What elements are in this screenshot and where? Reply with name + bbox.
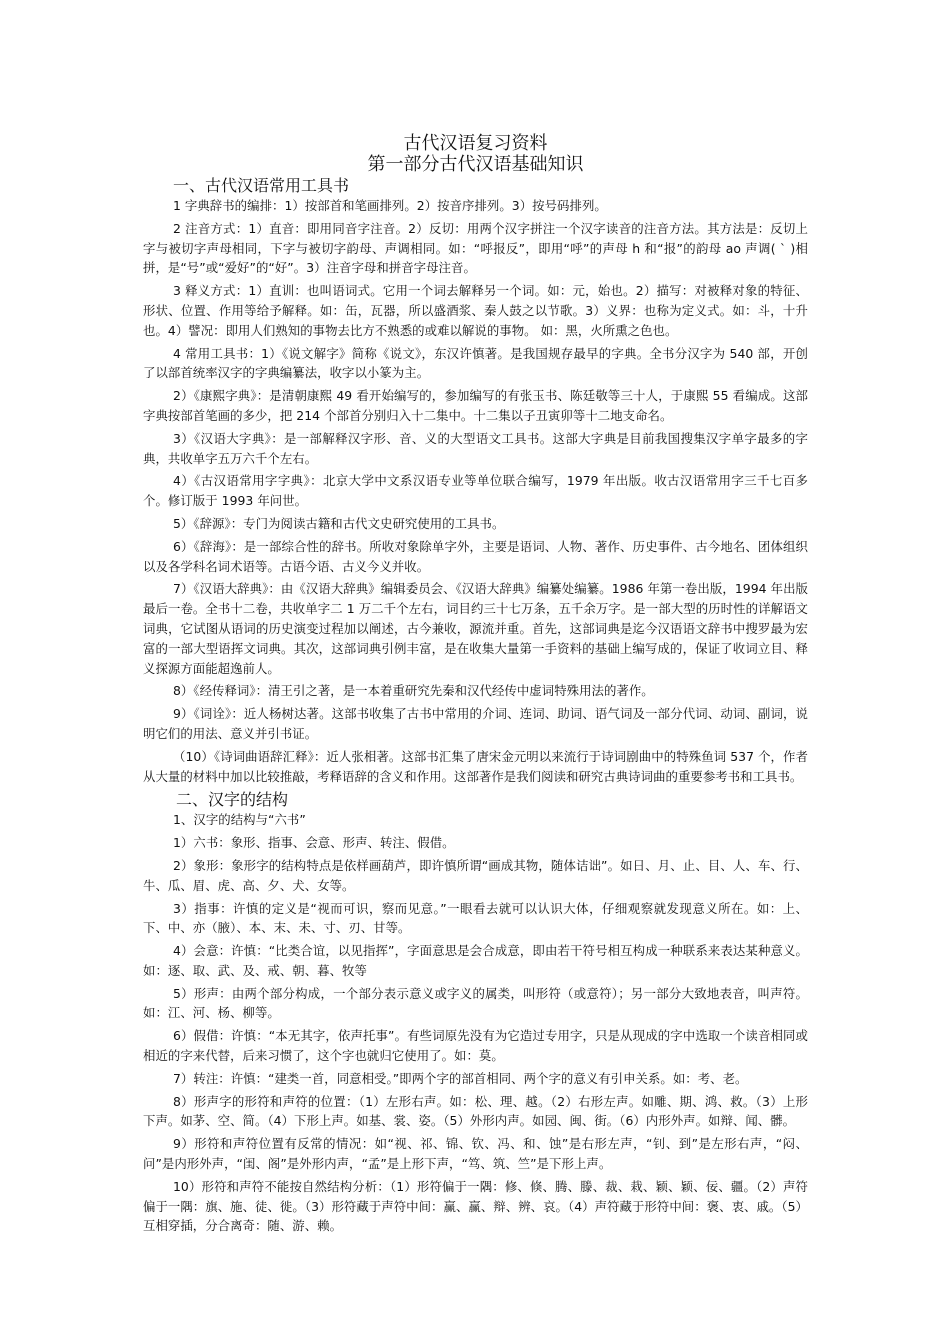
paragraph: 2）《康熙字典》：是清朝康熙 49 看开始编写的，参加编写的有张玉书、陈廷敬等三十人，于康熙 55 看编成。这部字典按部首笔画的多少，把 214 个部首分别归入十二集中。十二集以子丑寅卯等十二地支命名。 (143, 388, 808, 423)
section-heading: 一、古代汉语常用工具书 (173, 176, 350, 195)
paragraph: （10）《诗词曲语辞汇释》：近人张相著。这部书汇集了唐宋金元明以来流行于诗词剧曲中的特殊鱼词 537 个，作者从大量的材料中加以比较推敲，考释语辞的含义和作用。这部著作是我们阅读和研究古典诗词曲的重要参考书和工具书。 (143, 748, 808, 784)
paragraph: 10）形符和声符不能按自然结构分析：（1）形符偏于一隅：修、倏、腾、滕、裁、栽、颖、颖、佞、疆。（2）声符偏于一隅：旗、施、徒、徙。（3）形符藏于声符中间：赢、赢、辩、辨、哀。（4）声符藏于形符中间：褒、衷、戚。（5）互相穿插，分合离奇：随、游、赖。 (143, 1178, 808, 1234)
paragraph: 2 注音方式：1）直音：即用同音字注音。2）反切：用两个汉字拼注一个汉字读音的注音方法。其方法是：反切上字与被切字声母相同，下字与被切字韵母、声调相同。如：“呼报反”，即用“呼”的声母 h 和“报”的韵母 ao 声调( ` )相拼，是“号”或“爱好”的“好”。3）注音字母和拼音字母注音。 (143, 220, 808, 276)
paragraph: 4 常用工具书：1）《说文解字》简称《说文》，东汉许慎著。是我国规存最早的字典。全书分汉字为 540 部，开创了以部首统率汉字的字典编纂法，收字以小篆为主。 (143, 345, 808, 381)
paragraph: 8）《经传释词》：清王引之著，是一本着重研究先秦和汉代经传中虚词特殊用法的著作。 (173, 683, 654, 699)
section-reference-books (143, 175, 808, 786)
paragraph: 7）转注：许慎：“建类一首，同意相受。”即两个字的部首相同、两个字的意义有引申关系。如：考、老。 (173, 1070, 748, 1086)
paragraph: 1 字典辞书的编排：1）按部首和笔画排列。2）按音序排列。3）按号码排列。 (173, 198, 607, 213)
paragraph: 5）《辞源》：专门为阅读古籍和古代文史研究使用的工具书。 (173, 515, 505, 531)
section-heading: 二、汉字的结构 (176, 790, 289, 810)
paragraph: 7）《汉语大辞典》：由《汉语大辞典》编辑委员会、《汉语大辞典》编纂处编纂。1986 年第一卷出版，1994 年出版最后一卷。全书十二卷，共收单字二 1 万二千个左右，词目约三十七万条，五千余万字。是一部大型的历时性的详解语文词典，它试图从语词的历史演变过程加以阐述，古今兼收，源流并重。首先，这部词典是迄今汉语语文辞书中搜罗最为宏富的一部大型语挥文词典。其次，这部词典引例丰富，是在收集大量第一手资料的基础上编写成的，保证了收词立目、释义探源方面能超逸前人。 (143, 581, 808, 676)
paragraph: 3）《汉语大字典》：是一部解释汉字形、音、义的大型语文工具书。这部大字典是目前我国搜集汉字单字最多的字典，共收单字五万六千个左右。 (143, 430, 808, 466)
document-subtitle: 第一部分古代汉语基础知识 (367, 154, 584, 175)
paragraph: 9）《词诠》：近人杨树达著。这部书收集了古书中常用的介词、连词、助词、语气词及一部分代词、动词、副词，说明它们的用法、意义并引书证。 (143, 706, 808, 741)
paragraph: 6）假借：许慎：“本无其字，依声托事”。有些词原先没有为它造过专用字，只是从现成的字中选取一个读音相同或相近的字来代替，后来习惯了，这个字也就归它使用了。如：莫。 (143, 1028, 808, 1064)
paragraph: 4）会意：许慎：“比类合谊，以见指挥”，字面意思是会合成意，即由若干符号相互构成一种联系来表达某种意义。如：逐、取、武、及、戒、朝、暮、牧等 (143, 943, 808, 978)
paragraph: 1）六书：象形、指事、会意、形声、转注、假借。 (173, 835, 455, 851)
document-title: 古代汉语复习资料 (403, 133, 548, 154)
paragraph: 9）形符和声符位置有反常的情况：如“视、祁、锦、钦、冯、和、蚀”是右形左声，“钊、到”是左形右声，“闷、问”是内形外声，“闺、阁”是外形内声，“孟”是上形下声，“笃、筑、竺”是下形上声。 (143, 1136, 808, 1172)
paragraph: 8）形声字的形符和声符的位置：（1）左形右声。如：松、理、越。（2）右形左声。如雕、期、鸿、救。（3）上形下声。如茅、空、简。（4）下形上声。如基、裳、姿。（5）外形内声。如园、闽、街。（6）内形外声。如辩、闻、髒。 (143, 1093, 808, 1129)
paragraph: 6）《辞海》：是一部综合性的辞书。所收对象除单字外，主要是语词、人物、著作、历史事件、古今地名、团体组织以及各学科名词术语等。古语今语、古义今义并收。 (143, 538, 808, 574)
section-character-structure (143, 789, 808, 1236)
paragraph: 3 释义方式：1）直训：也叫语词式。它用一个词去解释另一个词。如：元，始也。2）描写：对被释对象的特征、形状、位置、作用等给予解释。如：缶，瓦器，所以盛酒浆、秦人鼓之以节歌。3）义界：也称为定义式。如：斗，十升也。4）譬况：即用人们熟知的事物去比方不熟悉的或难以解说的事物。 如：黑，火所熏之色也。 (143, 283, 808, 338)
paragraph: 5）形声：由两个部分构成，一个部分表示意义或字义的属类，叫形符（或意符）；另一部分大致地表音，叫声符。如：江、河、杨、柳等。 (143, 985, 808, 1021)
document-page (143, 133, 808, 1239)
paragraph: 2）象形：象形字的结构特点是依样画葫芦，即许慎所谓“画成其物，随体诘诎”。如日、月、止、目、人、车、行、牛、瓜、眉、虎、高、夕、犬、女等。 (143, 857, 808, 893)
paragraph: 1、汉字的结构与“六书” (173, 812, 306, 828)
paragraph: 4）《古汉语常用字字典》：北京大学中文系汉语专业等单位联合编写，1979 年出版。收古汉语常用字三千七百多个。修订版于 1993 年问世。 (143, 473, 808, 509)
paragraph: 3）指事：许慎的定义是“视而可识，察而见意。”一眼看去就可以认识大体，仔细观察就发现意义所在。如：上、下、中、亦（腋）、本、末、未、寸、刃、甘等。 (143, 900, 808, 936)
